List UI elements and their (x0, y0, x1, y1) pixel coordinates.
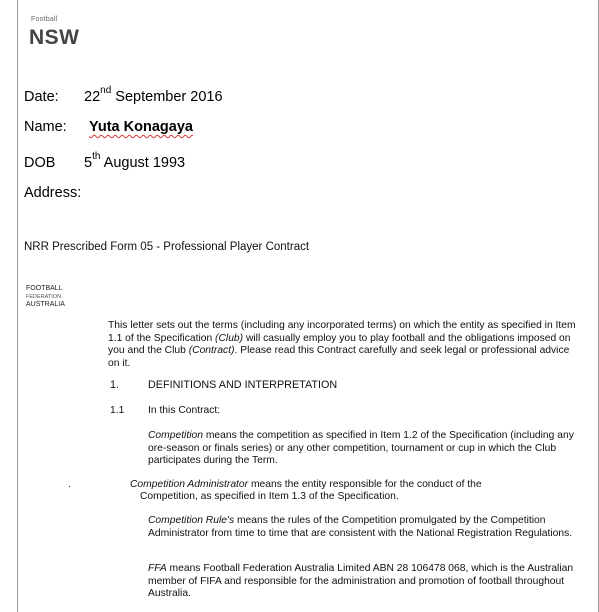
ffa-logo-line2: FEDERATION (26, 294, 62, 300)
address-line (24, 185, 81, 201)
date-label: Date: (24, 89, 59, 105)
definition-competition-admin-text1: means the entity responsible for the conduct of the (248, 479, 482, 490)
date-line (24, 85, 223, 105)
term-competition: Competition (148, 430, 203, 441)
term-competition-rules: Competition Rule's (148, 515, 235, 526)
definition-competition-rules (148, 515, 580, 540)
date-day-suffix: nd (100, 85, 112, 96)
document-page (17, 0, 599, 612)
form-title: NRR Prescribed Form 05 - Professional Player Contract (24, 241, 310, 253)
section-1-title: DEFINITIONS AND INTERPRETATION (148, 379, 338, 391)
definition-competition-text: means the competition as specified in Item 1.2 of the Specification (including any ore-season or finals series) or any other competition, tournament or cup in which the Club participates during the Term. (148, 430, 574, 467)
ffa-logo-line3: AUSTRALIA (26, 301, 65, 308)
term-ffa: FFA (148, 563, 167, 574)
dob-rest: August 1993 (103, 155, 186, 171)
dob-day: 5 (84, 155, 93, 171)
dob-line (24, 151, 186, 171)
section-1-number: 1. (110, 379, 120, 391)
definition-competition (148, 430, 580, 468)
date-day: 22 (84, 89, 101, 105)
definition-competition-admin-line2: Competition, as specified in Item 1.3 of the Specification. (140, 491, 399, 502)
intro-contract-term: (Contract) (188, 345, 235, 357)
football-nsw-logo-small-text: Football (31, 16, 58, 23)
intro-club-term: (Club) (215, 332, 244, 344)
address-label: Address: (24, 185, 82, 201)
definition-competition-rules-text: means the rules of the Competition promulgated by the Competition Administrator from time to time that are consistent with the National Registration Regulations. (148, 515, 573, 539)
clause-1-1-number: 1.1 (110, 405, 125, 416)
name-label: Name: (24, 119, 67, 135)
intro-text-2: will casually employ you to play football and the obligations imposed on you and the Club (108, 332, 571, 357)
intro-text-3: . Please read this Contract carefully and seek legal or professional advice on it. (108, 345, 570, 369)
intro-text-1: This letter sets out the terms (including any incorporated terms) on which the entity as specified in Item 1.1 of the Specification (108, 320, 576, 344)
dob-label: DOB (24, 155, 56, 171)
ffa-logo-line1: FOOTBALL (26, 285, 63, 292)
date-rest: September 2016 (115, 89, 223, 105)
definition-ffa (148, 563, 580, 601)
definition-competition-admin-line1 (130, 479, 482, 492)
ffa-logo (26, 285, 65, 309)
definition-marker: . (68, 479, 71, 490)
name-line (24, 119, 193, 135)
term-competition-administrator: Competition Administrator (130, 479, 249, 490)
clause-1-1-text: In this Contract: (148, 405, 221, 416)
intro-paragraph (108, 320, 578, 370)
football-nsw-logo: NSW (29, 26, 80, 49)
definition-ffa-text: means Football Federation Australia Limited ABN 28 106478 068, which is the Australian member of FIFA and responsible for the administration and promotion of football throughout Australia. (148, 563, 574, 600)
dob-day-suffix: th (92, 151, 101, 162)
name-value: Yuta Konagaya (89, 119, 193, 135)
